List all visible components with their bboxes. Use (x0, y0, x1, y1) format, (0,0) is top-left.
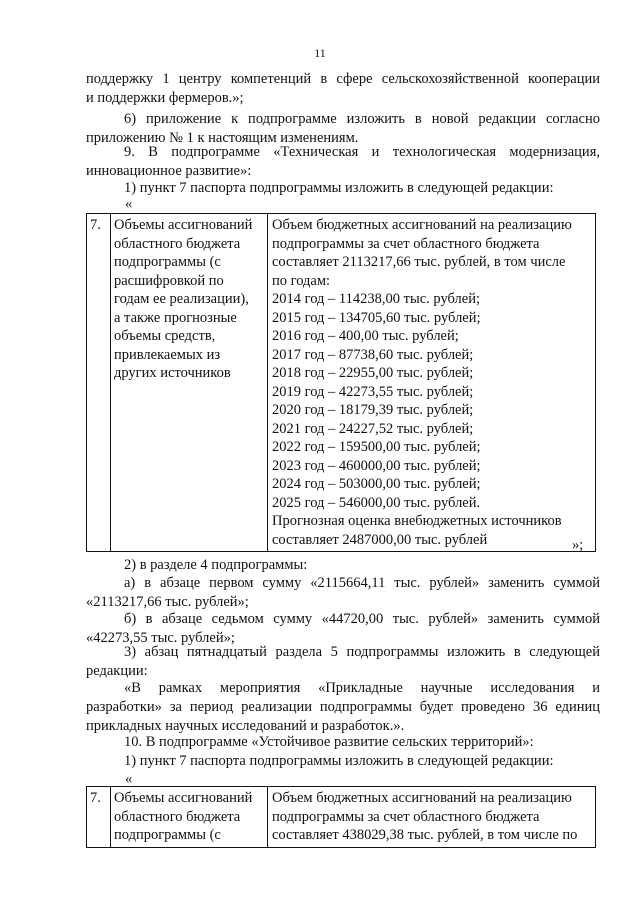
value-line: подпрограммы за счет областного бюджета (272, 808, 540, 825)
value-line: 2024 год – 503000,00 тыс. рублей; (272, 476, 481, 492)
table-row (87, 214, 596, 552)
paragraph-item-9 (86, 143, 600, 181)
paragraph-item-9-1 (86, 179, 600, 198)
table-row (87, 787, 596, 848)
text-line: разработки» за период реализации подпрограммы будет проведено 36 единиц (86, 699, 600, 715)
value-line: 2015 год – 134705,60 тыс. рублей; (272, 309, 481, 326)
label-line: других источников (114, 365, 231, 381)
row-label-cell (111, 214, 268, 552)
value-line: составляет 2113217,66 тыс. рублей, в том числе (272, 254, 566, 270)
value-line: 2019 год – 42273,55 тыс. рублей; (272, 383, 474, 400)
text-line: «В рамках мероприятия «Прикладные научные исследования и (124, 680, 600, 696)
row-number: 7. (87, 787, 111, 848)
paragraph-continuation (86, 70, 600, 108)
label-line: а также прогнозные (114, 309, 237, 326)
label-line: Объемы ассигнований (114, 790, 253, 806)
label-line: подпрограммы (с (114, 827, 221, 843)
text-line: б) в абзаце седьмом сумму «44720,00 тыс. рублей» заменить суммой (124, 611, 600, 627)
paragraph-item-10-1 (86, 752, 600, 771)
value-line: 2023 год – 460000,00 тыс. рублей; (272, 457, 481, 474)
label-line: областного бюджета (114, 235, 241, 252)
label-line: расшифровкой по (114, 272, 224, 289)
text-line: приложению № 1 к настоящим изменениям. (86, 130, 359, 146)
value-line: по годам: (272, 272, 331, 289)
value-line: 2014 год – 114238,00 тыс. рублей; (272, 291, 480, 307)
label-line: годам ее реализации), (114, 291, 249, 307)
passport-table-1 (86, 213, 596, 552)
text-line: 6) приложение к подпрограмме изложить в новой редакции согласно (124, 111, 600, 127)
value-line: Объем бюджетных ассигнований на реализацию (272, 790, 572, 806)
text-line: «42273,55 тыс. рублей»; (86, 630, 235, 646)
passport-table-2 (86, 786, 596, 848)
text-line: а) в абзаце первом сумму «2115664,11 тыс. рублей» заменить суммой (124, 575, 600, 591)
row-label-cell (111, 787, 268, 848)
row-number: 7. (87, 214, 111, 552)
value-line: 2018 год – 22955,00 тыс. рублей; (272, 365, 474, 381)
paragraph-item-3 (86, 643, 600, 681)
label-line: областного бюджета (114, 808, 241, 825)
page-number: 11 (314, 46, 326, 60)
label-line: Объемы ассигнований (114, 217, 253, 233)
value-line: 2020 год – 18179,39 тыс. рублей; (272, 402, 474, 418)
text-line: 1) пункт 7 паспорта подпрограммы изложить в следующей редакции: (124, 753, 554, 769)
text-line: 1) пункт 7 паспорта подпрограммы изложить в следующей редакции: (124, 180, 554, 196)
text-line: «2113217,66 тыс. рублей»; (86, 594, 249, 610)
paragraph-item-2a (86, 574, 600, 612)
paragraph-item-10 (86, 733, 600, 752)
paragraph-quoted-text (86, 679, 600, 736)
text-line: редакции: (86, 663, 148, 679)
text-line: поддержку 1 центру компетенций в сфере сельскохозяйственной кооперации (86, 71, 600, 87)
value-line: 2017 год – 87738,60 тыс. рублей; (272, 346, 474, 363)
value-line: Прогнозная оценка внебюджетных источников (272, 513, 562, 529)
value-line: 2016 год – 400,00 тыс. рублей; (272, 328, 459, 344)
close-quote: »; (572, 537, 584, 553)
value-line: 2021 год – 24227,52 тыс. рублей; (272, 420, 474, 437)
text-line: 9. В подпрограмме «Техническая и технологическая модернизация, (124, 144, 600, 160)
label-line: подпрограммы (с (114, 254, 221, 270)
text-line: инновационное развитие»: (86, 163, 252, 179)
open-quote: « (125, 196, 133, 212)
text-line: 2) в разделе 4 подпрограммы: (124, 557, 308, 573)
row-value-cell (268, 787, 596, 848)
text-line: прикладных научных исследований и разработок.». (86, 718, 405, 734)
label-line: привлекаемых из (114, 346, 221, 363)
value-line: 2022 год – 159500,00 тыс. рублей; (272, 439, 481, 455)
value-line: 2025 год – 546000,00 тыс. рублей. (272, 494, 481, 511)
label-line: объемы средств, (114, 328, 216, 344)
text-line: и поддержки фермеров.»; (86, 90, 244, 106)
value-line: подпрограммы за счет областного бюджета (272, 235, 540, 252)
value-line: составляет 438029,38 тыс. рублей, в том числе по (272, 827, 578, 843)
value-line: составляет 2487000,00 тыс. рублей (272, 531, 488, 548)
text-line: 10. В подпрограмме «Устойчивое развитие сельских территорий»: (124, 734, 534, 750)
value-line: Объем бюджетных ассигнований на реализацию (272, 217, 572, 233)
open-quote: « (125, 771, 133, 787)
paragraph-item-2 (86, 556, 600, 575)
text-line: 3) абзац пятнадцатый раздела 5 подпрограммы изложить в следующей (124, 644, 600, 660)
row-value-cell (268, 214, 596, 552)
